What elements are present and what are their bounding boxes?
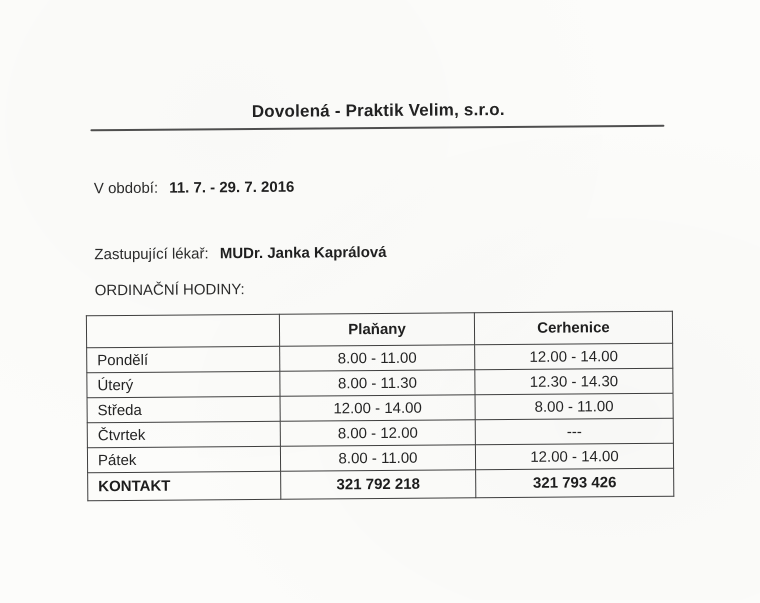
day-cell: Úterý	[87, 371, 280, 398]
doctor-value: MUDr. Janka Kaprálová	[219, 243, 387, 263]
day-cell: Středa	[87, 396, 280, 423]
schedule-table	[86, 311, 674, 502]
contact-phone-planany: 321 792 218	[281, 470, 476, 500]
period-line	[94, 179, 295, 198]
day-cell: Pátek	[87, 446, 280, 473]
office-hours-heading	[95, 281, 245, 299]
contact-phone-cerhenice: 321 793 426	[476, 468, 674, 498]
cerhenice-hours-cell: ---	[475, 418, 673, 445]
office-hours-heading-label: ORDINAČNÍ HODINY:	[94, 281, 245, 300]
table-row-contact	[88, 468, 674, 501]
planany-hours-cell: 12.00 - 14.00	[280, 395, 475, 422]
period-value: 11. 7. - 29. 7. 2016	[169, 178, 295, 197]
cerhenice-hours-cell: 12.00 - 14.00	[475, 343, 673, 370]
column-header-empty	[86, 314, 279, 348]
cerhenice-hours-cell: 12.30 - 14.30	[475, 368, 673, 395]
doctor-label: Zastupující lékař:	[94, 245, 209, 264]
planany-hours-cell: 8.00 - 12.00	[280, 420, 475, 447]
planany-hours-cell: 8.00 - 11.00	[280, 445, 475, 472]
day-cell: Čtvrtek	[87, 421, 280, 448]
contact-label-cell: KONTAKT	[88, 471, 281, 501]
document-title: Dovolená - Praktik Velim, s.r.o.	[251, 100, 505, 121]
column-header-cerhenice: Cerhenice	[474, 311, 672, 345]
planany-hours-cell: 8.00 - 11.30	[280, 370, 475, 397]
column-header-planany: Plaňany	[279, 313, 474, 347]
period-label: V období:	[93, 179, 159, 198]
cerhenice-hours-cell: 12.00 - 14.00	[475, 443, 673, 470]
table-header-row	[86, 311, 672, 348]
doctor-line	[94, 244, 386, 263]
day-cell: Pondělí	[87, 346, 280, 373]
cerhenice-hours-cell: 8.00 - 11.00	[475, 393, 673, 420]
planany-hours-cell: 8.00 - 11.00	[280, 345, 475, 372]
title-underline	[90, 125, 664, 132]
